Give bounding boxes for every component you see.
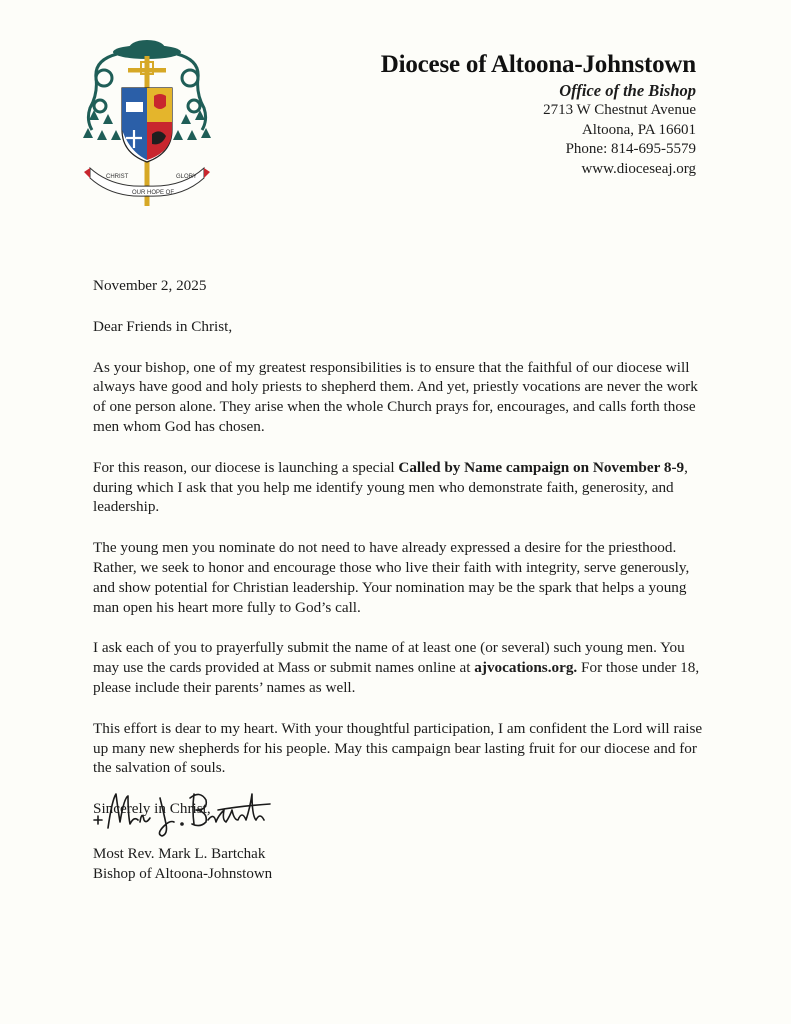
- website: www.dioceseaj.org: [581, 160, 696, 177]
- signer-title: Bishop of Altoona-Johnstown: [93, 865, 273, 882]
- office-title: Office of the Bishop: [559, 81, 696, 100]
- letterhead: [276, 50, 696, 179]
- signer-block: [93, 845, 272, 884]
- paragraph-1: As your bishop, one of my greatest responsibilities is to ensure that the faithful of our diocese will always have good and holy priests to shepherd them. And yet, priestly vocations are never the work of one person alone. They arise when the whole Church prays for, encourages, and calls forth those men whom God has chosen.: [93, 358, 698, 435]
- paragraph-4: [93, 638, 705, 697]
- crest-banner-center: OUR HOPE OF: [132, 190, 175, 196]
- address-street: 2713 W Chestnut Avenue: [543, 102, 696, 118]
- coat-of-arms-icon: [82, 38, 212, 206]
- crest-banner-right: GLORY: [176, 174, 197, 180]
- paragraph-2-text-end: , during which I ask that you help me identify young men who demonstrate faith, generosity, and leadership.: [93, 458, 688, 516]
- crest-banner-left: CHRIST: [106, 174, 129, 180]
- campaign-name: Called by Name campaign on November 8-9: [398, 458, 685, 476]
- address-city: Altoona, PA 16601: [581, 121, 696, 138]
- paragraph-4-text-end: For those under 18, please include their parents’ names as well.: [93, 659, 700, 696]
- diocese-name: Diocese of Altoona-Johnstown: [380, 51, 696, 78]
- paragraph-2: [93, 458, 705, 517]
- letter-greeting: Dear Friends in Christ,: [93, 317, 233, 335]
- paragraph-3: The young men you nominate do not need to have already expressed a desire for the priesthood. Rather, we seek to honor and encourage those who live their faith with integrity, serve generously, and show potential for Christian leadership. Your nomination may be the spark that helps a young man open his heart more fully to God’s call.: [93, 539, 690, 616]
- phone-number: Phone: 814-695-5579: [565, 141, 696, 157]
- letter-closing: Sincerely in Christ,: [93, 800, 211, 818]
- paragraph-2-text: For this reason, our diocese is launching a special: [93, 458, 399, 476]
- paragraph-4-text: I ask each of you to prayerfully submit the name of at least one (or several) such young men. You may use the cards provided at Mass or submit names online at: [93, 639, 685, 677]
- vocations-website: ajvocations.org.: [474, 659, 578, 677]
- letter-body: [93, 276, 705, 819]
- paragraph-5: This effort is dear to my heart. With your thoughtful participation, I am confident the Lord will raise up many new shepherds for his people. May this campaign bear lasting fruit for our diocese and for the salvation of souls.: [93, 719, 703, 777]
- letter-date: November 2, 2025: [93, 277, 207, 294]
- signer-name: Most Rev. Mark L. Bartchak: [93, 846, 266, 862]
- signature-icon: [90, 780, 290, 842]
